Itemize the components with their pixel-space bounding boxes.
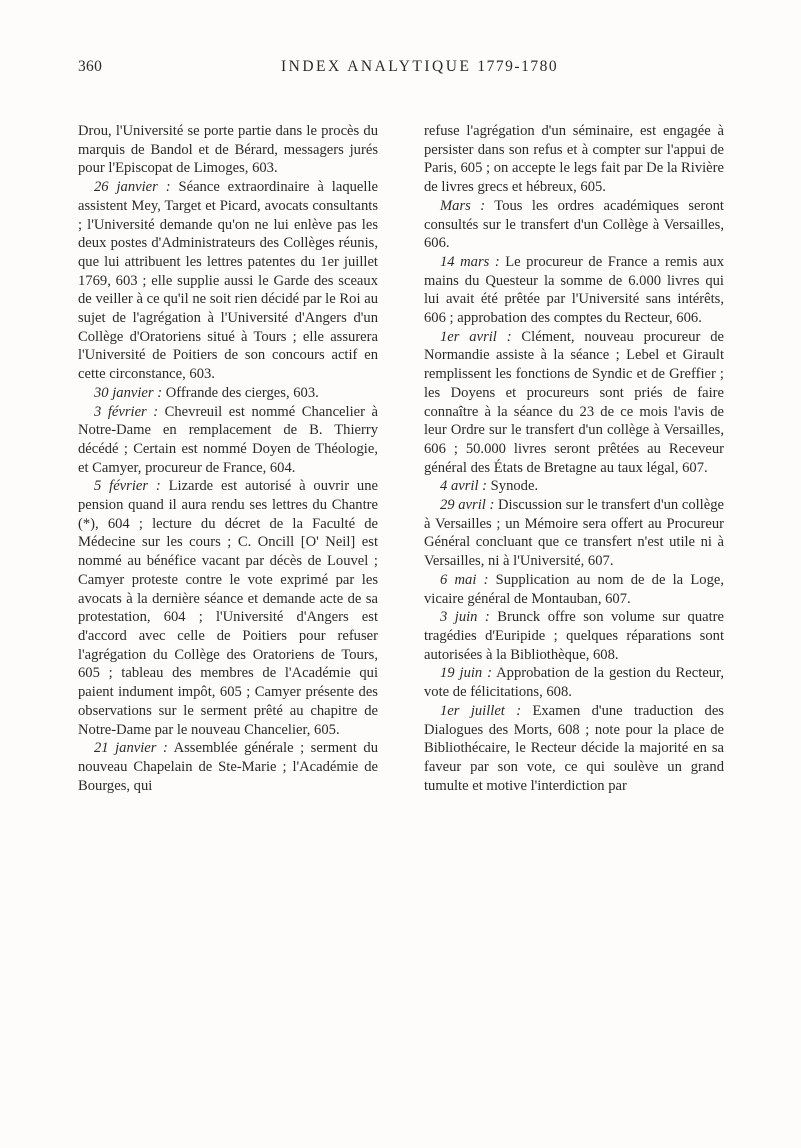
entry-text: Synode. (487, 478, 539, 495)
index-entry (424, 664, 724, 701)
running-title (281, 58, 558, 76)
entry-date: 19 juin : (440, 665, 492, 682)
entry-date: 29 avril : (440, 497, 495, 514)
entry-text: Chevreuil est nommé Chancelier à Notre-Dame en remplacement de B. Thierry décédé ; Certain est nommé Doyen de Théologie, et Camyer, procureur de France, 604. (78, 403, 378, 476)
entry-date: 3 février : (94, 403, 159, 420)
index-entry (78, 384, 378, 403)
entry-text: Examen d'une traduction des Dialogues des Morts, 608 ; note pour la place de Bibliothécaire, le Recteur décide la majorité en sa faveur par son vote, ce qui soulève un grand tumulte et motive l'interdiction par (424, 702, 724, 794)
index-entry (424, 253, 724, 328)
entry-date: 21 janvier : (94, 740, 168, 757)
index-entry (424, 608, 724, 664)
entry-text: Brunck offre son volume sur quatre tragédies d'Euripide ; quelques réparations sont autorisées à la Bibliothèque, 608. (424, 609, 724, 663)
left-column (78, 122, 378, 795)
entry-text: Lizarde est autorisé à ouvrir une pension quand il aura rendu ses lettres du Chantre (*), 604 ; lecture du décret de la Faculté de Médecine sur les cours ; C. Oncill [O' Neil] est nommé au bénéfice vacant par décès de Louvel ; Camyer proteste contre le vote exprimé par les avocats à la dernière séance et demande acte de sa protestation, 604 ; l'Université d'Angers est d'accord avec celle de Poitiers pour refuser l'agrégation du Collège des Oratoriens de Tours, 605 ; tableau des membres de l'Académie qui paient indument impôt, 605 ; Camyer présente des observations sur le serment prêté au chapitre de Notre-Dame par le nouveau Chancelier, 605. (78, 478, 378, 738)
index-entry (424, 571, 724, 608)
index-entry (78, 739, 378, 795)
index-entry (78, 122, 378, 178)
index-entry (424, 122, 724, 197)
running-title-years: 1779-1780 (477, 58, 559, 75)
index-entry (424, 328, 724, 478)
entry-date: 6 mai : (440, 571, 489, 588)
entry-date: 1er juillet : (440, 702, 522, 719)
entry-text: Discussion sur le transfert d'un collège à Versailles ; un Mémoire sera offert au Procureur Général concluant que ce transfert n'est utile ni à Versailles, ni à l'Université, 607. (424, 497, 724, 570)
entry-text: Approbation de la gestion du Recteur, vote de félicitations, 608. (424, 665, 724, 701)
entry-date: 5 février : (94, 478, 161, 495)
index-entry (78, 477, 378, 739)
entry-date: 14 mars : (440, 253, 500, 270)
entry-date: 1er avril : (440, 328, 512, 345)
entry-date: 26 janvier : (94, 179, 171, 196)
entry-date: 4 avril : (440, 478, 488, 495)
page-number: 360 (78, 58, 103, 75)
entry-text: Tous les ordres académiques seront consultés sur le transfert d'un Collège à Versailles, 606. (424, 197, 724, 252)
index-entry (424, 197, 724, 253)
index-entry (424, 702, 724, 796)
entry-date: 30 janvier : (94, 384, 163, 401)
entry-text: Drou, l'Université se porte partie dans le procès du marquis de Bandol et de Bérard, messagers jurés pour l'Episcopat de Limoges, 603. (78, 123, 378, 177)
right-column (424, 122, 724, 795)
index-entry (78, 178, 378, 384)
entry-text: Clément, nouveau procureur de Normandie assiste à la séance ; Lebel et Girault remplissent les fonctions de Syndic et de Greffier ; les Doyens et procureurs sont priés de faire connaître à la séance du 23 de ce mois l'avis de leur Ordre sur le transfert d'un collège à Versailles, 606 ; 50.000 livres seront prêtées au Receveur général des États de Bretagne au taux légal, 607. (424, 328, 724, 476)
entry-date: Mars : (440, 197, 486, 214)
page-header (78, 58, 723, 88)
index-entry (78, 403, 378, 478)
entry-text: refuse l'agrégation d'un séminaire, est engagée à persister dans son refus et à compter sur l'appui de Paris, 605 ; on accepte le legs fait par De la Rivière de livres grecs et hébreux, 605. (424, 123, 724, 196)
index-entry (424, 496, 724, 571)
entry-text: Supplication au nom de de la Loge, vicaire général de Montauban, 607. (424, 571, 724, 607)
entry-text: Le procureur de France a remis aux mains du Questeur la somme de 6.000 livres qui lui avait été prêtée par l'Université sans intérêts, 606 ; approbation des comptes du Recteur, 606. (424, 253, 724, 327)
entry-date: 3 juin : (440, 609, 490, 626)
entry-text: Offrande des cierges, 603. (162, 384, 319, 401)
running-title-text: INDEX ANALYTIQUE (281, 58, 472, 75)
entry-text: Séance extraordinaire à laquelle assistent Mey, Target et Picard, avocats consultants ; l'Université demande qu'on ne lui enlève pas les deux postes d'Administrateurs des Collèges réunis, que lui attribuent les lettres patentes du 1er juillet 1769, 603 ; elle supplie aussi le Garde des sceaux de veiller à ce qu'il ne soit rien décidé par le Roi au sujet de l'agrégation à l'Université d'Angers d'un Collège d'Oratoriens situé à Tours ; elle assurera l'Université de Poitiers de son concours actif en cette circonstance, 603. (78, 179, 378, 383)
index-entry (424, 477, 724, 496)
entry-text: Assemblée générale ; serment du nouveau Chapelain de Ste-Marie ; l'Académie de Bourges, qui (78, 740, 379, 794)
